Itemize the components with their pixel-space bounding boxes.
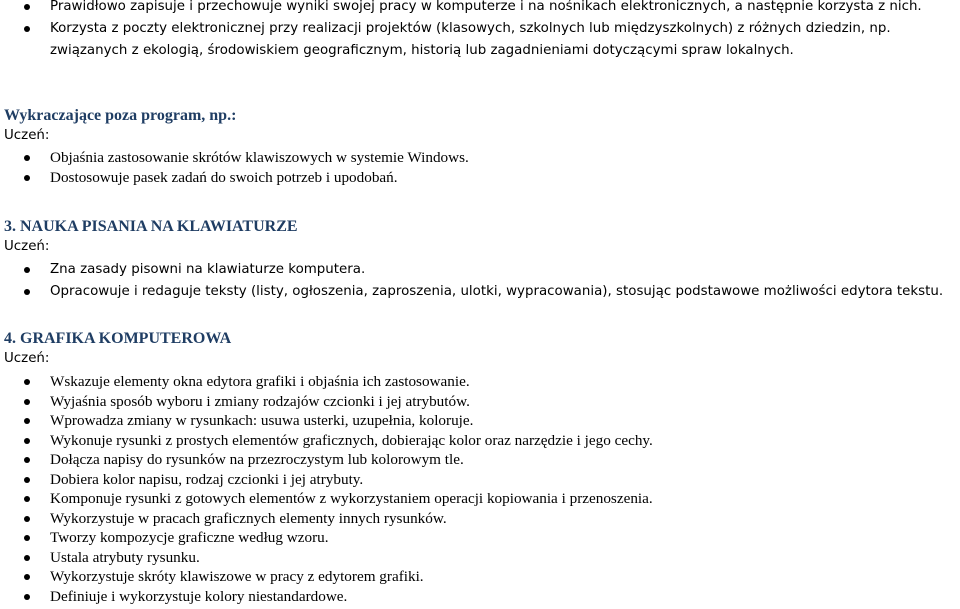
section-keyboard-typing	[0, 217, 960, 303]
list-item: Wykorzystuje w pracach graficznych elementy innych rysunków.	[0, 509, 960, 529]
beyond-program-section	[0, 106, 960, 187]
list-item: Prawidłowo zapisuje i przechowuje wyniki swojej pracy w komputerze i na nośnikach elektronicznych, a następnie korzysta z nich.	[0, 0, 960, 18]
list-item: Wskazuje elementy okna edytora grafiki i objaśnia ich zastosowanie.	[0, 372, 960, 392]
intro-list	[0, 0, 960, 62]
list-item: Dołącza napisy do rysunków na przezroczystym lub kolorowym tle.	[0, 450, 960, 470]
list-item: Wyjaśnia sposób wyboru i zmiany rodzajów czcionki i jej atrybutów.	[0, 392, 960, 412]
list-item: Opracowuje i redaguje teksty (listy, ogłoszenia, zaproszenia, ulotki, wypracowania), stosując podstawowe możliwości edytora tekstu.	[0, 281, 960, 303]
section-heading: Wykraczające poza program, np.:	[4, 107, 237, 124]
list-item: Wykorzystuje skróty klawiszowe w pracy z edytorem grafiki.	[0, 567, 960, 587]
beyond-list	[0, 148, 960, 187]
list-item: Dostosowuje pasek zadań do swoich potrzeb i upodobań.	[0, 168, 960, 188]
list-item: Korzysta z poczty elektronicznej przy realizacji projektów (klasowych, szkolnych lub międzyszkolnych) z różnych dziedzin, np. związanych z ekologią, środowiskiem geograficznym, historią lub zagadnieniami dotyczącymi spraw lokalnych.	[0, 18, 960, 62]
section-heading: 3. NAUKA PISANIA NA KLAWIATURZE	[4, 218, 298, 235]
section-heading: 4. GRAFIKA KOMPUTEROWA	[4, 330, 232, 347]
section-computer-graphics	[0, 329, 960, 606]
list-item: Tworzy kompozycje graficzne według wzoru.	[0, 528, 960, 548]
list-item: Objaśnia zastosowanie skrótów klawiszowych w systemie Windows.	[0, 148, 960, 168]
student-label: Uczeń:	[4, 239, 50, 254]
section3-list	[0, 259, 960, 303]
student-label: Uczeń:	[4, 351, 50, 366]
section4-list	[0, 372, 960, 606]
student-label: Uczeń:	[4, 128, 50, 143]
list-item: Wprowadza zmiany w rysunkach: usuwa usterki, uzupełnia, koloruje.	[0, 411, 960, 431]
list-item: Komponuje rysunki z gotowych elementów z wykorzystaniem operacji kopiowania i przenoszenia.	[0, 489, 960, 509]
list-item: Definiuje i wykorzystuje kolory niestandardowe.	[0, 587, 960, 607]
list-item: Dobiera kolor napisu, rodzaj czcionki i jej atrybuty.	[0, 470, 960, 490]
list-item: Zna zasady pisowni na klawiaturze komputera.	[0, 259, 960, 281]
list-item: Ustala atrybuty rysunku.	[0, 548, 960, 568]
list-item: Wykonuje rysunki z prostych elementów graficznych, dobierając kolor oraz narzędzie i jego cechy.	[0, 431, 960, 451]
